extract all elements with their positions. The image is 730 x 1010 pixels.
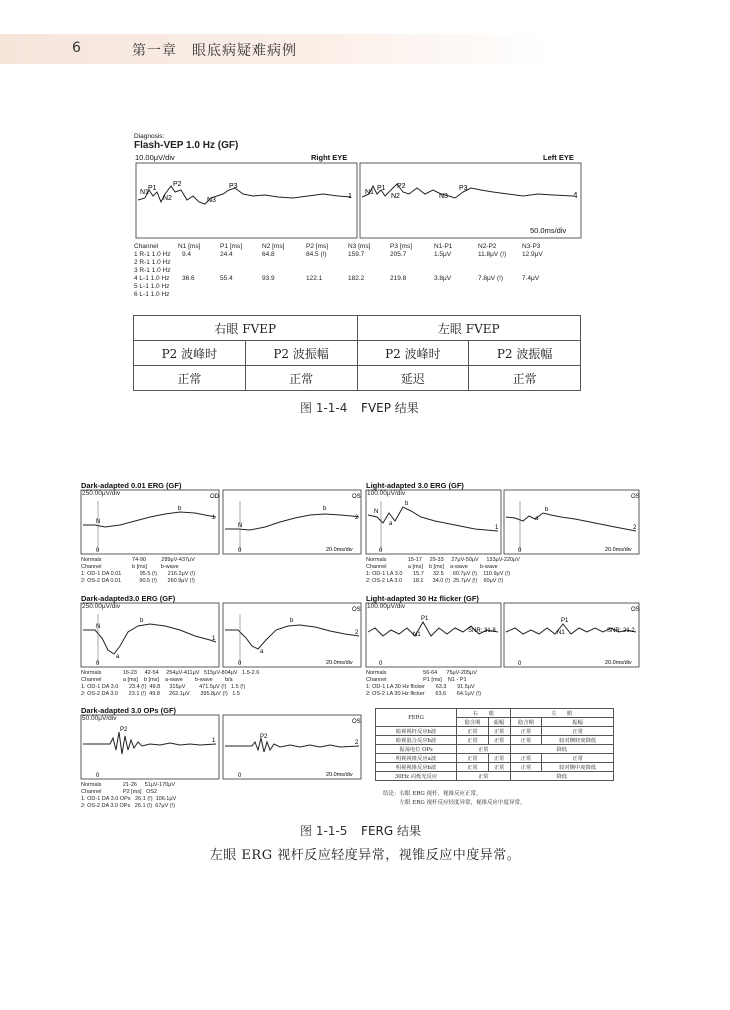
erg-panel-title: Light-adapted 3.0 ERG (GF) bbox=[366, 481, 464, 490]
erg-table: Normals 15-17 29-33 27μV-50μV 133μV-220μV Channel a [ms] b [ms] a-wave b-wave 1: OD-1 LA 3.0 15.7 32.5 60.7μV (!) 110.9μV (!) 2: OS-2 LA 3.0 18.1 34.0 (!) 25.7μV (!) 60μV (!) bbox=[366, 557, 520, 584]
ferg-row: 暗视视杆反应b波 正常 正常 正常 正常 bbox=[376, 727, 614, 736]
ferg-header: 左 眼 bbox=[510, 709, 613, 718]
erg-panel-title: Dark-adapted 3.0 OPs (GF) bbox=[81, 706, 177, 715]
fvep-value: 正常 bbox=[469, 366, 581, 391]
erg-dark-0.01-traces bbox=[80, 489, 362, 555]
header-band bbox=[0, 34, 730, 64]
svg-text:0: 0 bbox=[238, 548, 242, 554]
chapter-title: 第一章 眼底病疑难病例 bbox=[132, 43, 297, 59]
body-text: 左眼 ERG 视杆反应轻度异常，视锥反应中度异常。 bbox=[209, 848, 521, 863]
erg-table: Normals 21-26 51μV-170μV Channel P2 [ms] OS2 1: OD-1 DA 3.0 OPs 26.1 (!) 106.1μV 2: OS-2 DA 3.0 OPs 26.1 (!) 67μV (!) bbox=[81, 782, 177, 809]
erg-light-3.0-traces bbox=[365, 489, 641, 555]
l-p1-label: P1 bbox=[377, 185, 386, 192]
left-fvep-header: 左眼 FVEP bbox=[357, 316, 581, 341]
svg-text:20.0ms/div: 20.0ms/div bbox=[326, 660, 353, 666]
erg-table: Normals 16-23 42-54 254μV-411μV 515μV-804μV 1.5-2.6 Channel a [ms] b [ms] a-wave b-wave b/a 1: OD-1 DA 3.0 23.4 (!) 49.8 315μV 471.5μV (!) 1.5 (!) 2: OS-2 DA 3.0 23.1 (!) 49.8 262.1μV 395.8μV (!) 1.5 bbox=[81, 670, 260, 697]
svg-text:1: 1 bbox=[212, 738, 216, 744]
os-label: OS bbox=[631, 607, 640, 613]
figure-caption-2 bbox=[300, 822, 421, 839]
erg-table: Normals 56-64 75μV-205μV Channel P1 [ms] N1 - P1 1: OD-1 LA 30 Hz flicker 63.3 91.5μV 2: OS-2 LA 30 Hz flicker 63.6 64.1μV (!) bbox=[366, 670, 482, 697]
vep-col-header: P3 [ms] bbox=[390, 243, 413, 250]
ferg-summary-table: FERG 右 眼 左 眼 隐含期 振幅 隐含期 振幅 暗视视杆反应b波 正常 正常 正常 正常 暗视混合反应b波 正常 正常 正常 较对侧轻度降低 振荡电位 OPs 正常 降低 明视视锥反应a波 正常 正常 正常 正常 明视视锥反应b波 正常 正常 正常 较对侧中度降低 30Hz 闪烁光反应 正常 降低 bbox=[375, 708, 614, 781]
os-label: OS bbox=[352, 607, 361, 613]
erg-scale: 250.00μV/div bbox=[82, 490, 121, 497]
r-end-label: 1 bbox=[348, 193, 352, 200]
svg-text:1: 1 bbox=[495, 525, 499, 531]
svg-text:a: a bbox=[535, 516, 539, 522]
right-eye-label: Right EYE bbox=[311, 153, 348, 162]
svg-text:b: b bbox=[290, 618, 294, 624]
svg-text:P1: P1 bbox=[561, 618, 569, 624]
erg-ops-traces bbox=[80, 714, 362, 780]
os-label: OS bbox=[352, 494, 361, 500]
svg-text:20.0ms/div: 20.0ms/div bbox=[605, 547, 632, 553]
svg-text:a: a bbox=[116, 654, 120, 660]
fvep-value: 正常 bbox=[134, 366, 246, 391]
svg-text:N1: N1 bbox=[557, 630, 565, 636]
l-end-label: 4 bbox=[573, 191, 578, 200]
l-p3-label: P3 bbox=[459, 185, 468, 192]
erg-scale: 250.00μV/div bbox=[82, 603, 121, 610]
svg-text:P2: P2 bbox=[120, 727, 128, 733]
erg-scale: 100.00μV/div bbox=[367, 490, 406, 497]
r-p2-label: P2 bbox=[173, 181, 182, 188]
vep-col-header: N3 [ms] bbox=[348, 243, 371, 250]
svg-text:0: 0 bbox=[238, 661, 242, 667]
vep-col-header: N1 [ms] bbox=[178, 243, 201, 250]
ferg-row: 振荡电位 OPs 正常 降低 bbox=[376, 745, 614, 754]
fvep-subheader: P2 波峰时 bbox=[357, 341, 469, 366]
svg-text:b: b bbox=[405, 501, 409, 507]
page-number: 6 bbox=[72, 40, 81, 56]
svg-text:P1: P1 bbox=[421, 616, 429, 622]
fvep-value: 正常 bbox=[245, 366, 357, 391]
ferg-row: 暗视混合反应b波 正常 正常 正常 较对侧轻度降低 bbox=[376, 736, 614, 745]
right-fvep-header: 右眼 FVEP bbox=[134, 316, 358, 341]
erg-panel-title: Dark-adapted 0.01 ERG (GF) bbox=[81, 481, 182, 490]
vep-title: Flash-VEP 1.0 Hz (GF) bbox=[134, 140, 239, 151]
r-p1-label: P1 bbox=[148, 185, 157, 192]
l-n3-label: N3 bbox=[439, 193, 448, 200]
svg-text:20.0ms/div: 20.0ms/div bbox=[326, 772, 353, 778]
svg-text:b: b bbox=[178, 506, 182, 512]
svg-text:N: N bbox=[96, 519, 101, 525]
figure-number: 图 1-1-4 bbox=[300, 401, 348, 415]
svg-text:2: 2 bbox=[633, 525, 637, 531]
l-p2-label: P2 bbox=[397, 183, 406, 190]
l-n1-label: N1 bbox=[365, 189, 374, 196]
vep-col-header: P1 [ms] bbox=[220, 243, 243, 250]
figure-title: FERG 结果 bbox=[361, 824, 421, 838]
svg-text:20.0ms/div: 20.0ms/div bbox=[326, 547, 353, 553]
r-n1-label: N1 bbox=[140, 189, 149, 196]
diagnosis-label: Diagnosis: bbox=[134, 133, 165, 140]
fvep-subheader: P2 波振幅 bbox=[469, 341, 581, 366]
left-eye-label: Left EYE bbox=[543, 153, 574, 162]
os-label: OS bbox=[631, 494, 640, 500]
od-label: OD bbox=[210, 494, 219, 500]
svg-text:0: 0 bbox=[96, 548, 100, 554]
vep-time-scale: 50.0ms/div bbox=[530, 226, 567, 235]
svg-text:1: 1 bbox=[212, 515, 216, 521]
svg-text:SNR: 21.2: SNR: 21.2 bbox=[607, 628, 635, 634]
vep-col-header: N3-P3 bbox=[522, 243, 541, 250]
svg-text:P2: P2 bbox=[260, 734, 268, 740]
svg-text:0: 0 bbox=[96, 661, 100, 667]
ferg-header: FERG bbox=[376, 709, 457, 727]
svg-text:0: 0 bbox=[238, 773, 242, 779]
vep-scale: 10.00μV/div bbox=[135, 153, 175, 162]
fvep-subheader: P2 波峰时 bbox=[134, 341, 246, 366]
svg-text:b: b bbox=[545, 507, 549, 513]
ferg-row: 明视视锥反应b波 正常 正常 正常 较对侧中度降低 bbox=[376, 763, 614, 772]
ferg-conclusion: 结论：右眼 ERG 视杆、视锥反应正常。 左眼 ERG 视杆反应轻度异常，视锥反应中度异常。 bbox=[383, 791, 526, 806]
fvep-summary-table bbox=[133, 315, 581, 391]
erg-scale: 50.00μV/div bbox=[82, 715, 117, 722]
svg-text:a: a bbox=[389, 521, 393, 527]
fvep-subheader: P2 波振幅 bbox=[245, 341, 357, 366]
vep-col-header: N2 [ms] bbox=[262, 243, 285, 250]
l-n2-label: N2 bbox=[391, 193, 400, 200]
r-n3-label: N3 bbox=[207, 197, 216, 204]
svg-text:a: a bbox=[260, 649, 264, 655]
erg-dark-3.0-traces bbox=[80, 602, 362, 668]
ferg-header: 右 眼 bbox=[457, 709, 511, 718]
os-label: OS bbox=[352, 719, 361, 725]
svg-text:20.0ms/div: 20.0ms/div bbox=[605, 660, 632, 666]
svg-text:2: 2 bbox=[355, 515, 359, 521]
svg-text:0: 0 bbox=[379, 548, 383, 554]
vep-traces bbox=[133, 150, 583, 240]
erg-scale: 100.00μV/div bbox=[367, 603, 406, 610]
svg-text:1: 1 bbox=[212, 636, 216, 642]
svg-text:2: 2 bbox=[355, 740, 359, 746]
svg-text:0: 0 bbox=[518, 548, 522, 554]
fvep-value: 延迟 bbox=[357, 366, 469, 391]
figure-caption-1 bbox=[300, 399, 419, 416]
svg-text:N: N bbox=[238, 523, 243, 529]
erg-flicker-traces bbox=[365, 602, 641, 668]
ferg-row: 明视视锥反应a波 正常 正常 正常 正常 bbox=[376, 754, 614, 763]
svg-text:2: 2 bbox=[355, 630, 359, 636]
svg-text:N: N bbox=[96, 624, 101, 630]
erg-panel-title: Dark-adapted3.0 ERG (GF) bbox=[81, 594, 176, 603]
svg-text:b: b bbox=[323, 506, 327, 512]
figure-number: 图 1-1-5 bbox=[300, 824, 348, 838]
r-p3-label: P3 bbox=[229, 183, 238, 190]
figure-title: FVEP 结果 bbox=[361, 401, 419, 415]
svg-text:N1: N1 bbox=[413, 632, 421, 638]
erg-table: Normals 74-90 289μV-437μV Channel b [ms] b-wave 1: OD-1 DA 0.01 95.5 (!) 216.2μV (!) 2: OS-2 DA 0.01 90.5 (!) 260.9μV (!) bbox=[81, 557, 196, 584]
svg-text:0: 0 bbox=[96, 773, 100, 779]
vep-col-header: P2 [ms] bbox=[306, 243, 329, 250]
vep-col-header: N2-P2 bbox=[478, 243, 497, 250]
svg-text:SNR: 31.8: SNR: 31.8 bbox=[468, 628, 496, 634]
svg-text:0: 0 bbox=[518, 661, 522, 667]
erg-panel-title: Light-adapted 30 Hz flicker (GF) bbox=[366, 594, 479, 603]
r-n2-label: N2 bbox=[163, 195, 172, 202]
ferg-row: 30Hz 闪烁光反应 正常 降低 bbox=[376, 772, 614, 781]
svg-text:0: 0 bbox=[379, 661, 383, 667]
svg-text:N: N bbox=[374, 509, 379, 515]
vep-col-header: Channel bbox=[134, 243, 159, 250]
svg-text:b: b bbox=[140, 618, 144, 624]
vep-col-header: N1-P1 bbox=[434, 243, 453, 250]
